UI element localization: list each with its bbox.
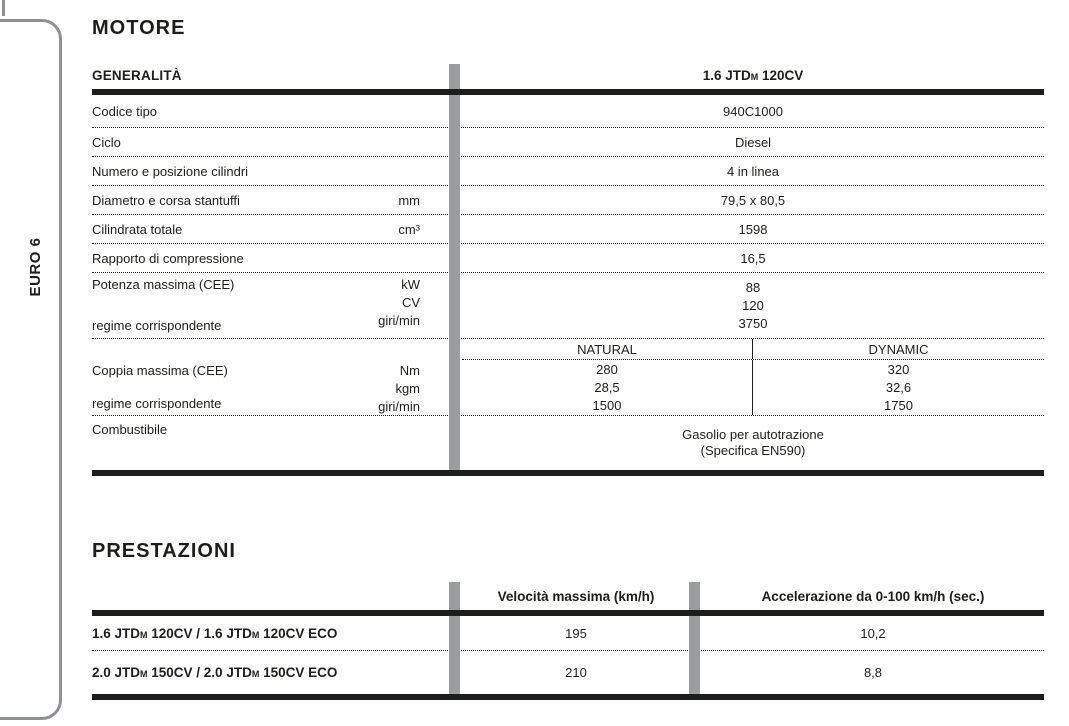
row-value: 79,5 x 80,5 <box>720 192 786 208</box>
fuel-value-line2: (Specifica EN590) <box>700 443 806 458</box>
prestazioni-table <box>92 582 1044 700</box>
table-row-rapporto-compressione <box>92 244 1044 273</box>
table-row-20jtdm <box>92 651 1044 694</box>
column-separator-bar <box>449 64 460 476</box>
row-label: Numero e posizione cilindri <box>92 163 249 179</box>
model-label: 2.0 JTDm 150CV / 2.0 JTDm 150CV ECO <box>92 665 338 680</box>
row-value: 3750 <box>738 315 768 331</box>
row-value: 88 <box>745 279 761 295</box>
table-row-coppia-massima <box>92 360 1044 416</box>
row-value: 16,5 <box>740 250 766 266</box>
row-label: Rapporto di compressione <box>92 250 244 266</box>
row-label: regime corrispondente <box>92 396 222 411</box>
column-separator-bar <box>689 582 700 700</box>
max-speed-value: 210 <box>565 665 587 680</box>
row-value: 1598 <box>738 221 768 237</box>
row-unit: Nm <box>399 363 420 378</box>
row-label: Diametro e corsa stantuffi <box>92 192 240 208</box>
table-row-diametro-corsa <box>92 186 1044 215</box>
table-row-cilindri <box>92 157 1044 186</box>
max-speed-header: Velocità massima (km/h) <box>497 588 655 604</box>
section-title-prestazioni: PRESTAZIONI <box>92 540 236 562</box>
chapter-tab-outline <box>0 19 62 720</box>
row-unit: giri/min <box>378 313 420 328</box>
row-value: 4 in linea <box>726 163 780 179</box>
natural-torque-value: 1500 <box>592 397 622 413</box>
prestazioni-header-row <box>92 582 1044 610</box>
page-edge-line <box>2 0 5 16</box>
table-row-codice-tipo <box>92 95 1044 128</box>
natural-torque-value: 280 <box>596 361 618 377</box>
row-label: Potenza massima (CEE) <box>92 277 235 292</box>
generalita-table <box>92 62 1044 476</box>
column-separator-bar <box>449 582 460 700</box>
dynamic-torque-value: 320 <box>887 361 910 377</box>
row-label: Codice tipo <box>92 103 158 119</box>
row-unit: CV <box>401 295 420 310</box>
table-row-16jtdm <box>92 616 1044 651</box>
row-unit: mm <box>398 192 420 208</box>
row-unit: kgm <box>395 381 420 396</box>
row-unit: giri/min <box>378 399 420 414</box>
row-unit: kW <box>401 277 420 292</box>
header-rule <box>92 89 1044 95</box>
drive-mode-subheader-row <box>92 339 1044 360</box>
acceleration-header: Accelerazione da 0-100 km/h (sec.) <box>761 588 985 604</box>
max-speed-value: 195 <box>565 625 587 641</box>
row-label: Cilindrata totale <box>92 221 183 237</box>
row-unit: cm³ <box>398 221 420 237</box>
page-content <box>92 0 1044 726</box>
natural-mode-header: NATURAL <box>462 339 753 359</box>
table-row-combustibile <box>92 416 1044 470</box>
model-label: 1.6 JTDm 120CV / 1.6 JTDm 120CV ECO <box>92 625 338 641</box>
dynamic-torque-value: 32,6 <box>885 379 912 395</box>
fuel-value-line1: Gasolio per autotrazione <box>682 427 824 442</box>
row-value: 940C1000 <box>723 103 783 119</box>
dynamic-torque-value: 1750 <box>884 397 913 413</box>
engine-version-header: 1.6 JTDm 120CV <box>702 68 804 83</box>
row-value: Diesel <box>734 134 772 150</box>
row-label: regime corrispondente <box>92 318 222 333</box>
dynamic-mode-header: DYNAMIC <box>868 341 929 357</box>
table-row-cilindrata <box>92 215 1044 244</box>
acceleration-value: 8,8 <box>863 665 883 680</box>
section-title-motore: MOTORE <box>92 17 186 39</box>
table-row-potenza-massima <box>92 273 1044 339</box>
chapter-tab-label: EURO 6 <box>27 237 44 297</box>
header-rule <box>92 610 1044 616</box>
table-bottom-rule <box>92 694 1044 700</box>
natural-torque-value: 28,5 <box>594 379 620 395</box>
table-row-ciclo <box>92 128 1044 157</box>
acceleration-value: 10,2 <box>860 625 886 641</box>
row-value: 120 <box>742 297 764 313</box>
row-label: Combustibile <box>92 422 168 437</box>
row-label: Ciclo <box>92 134 121 150</box>
generalita-header-row <box>92 62 1044 89</box>
generalita-header: GENERALITÀ <box>92 68 182 83</box>
table-bottom-rule <box>92 470 1044 476</box>
row-label: Coppia massima (CEE) <box>92 363 228 378</box>
